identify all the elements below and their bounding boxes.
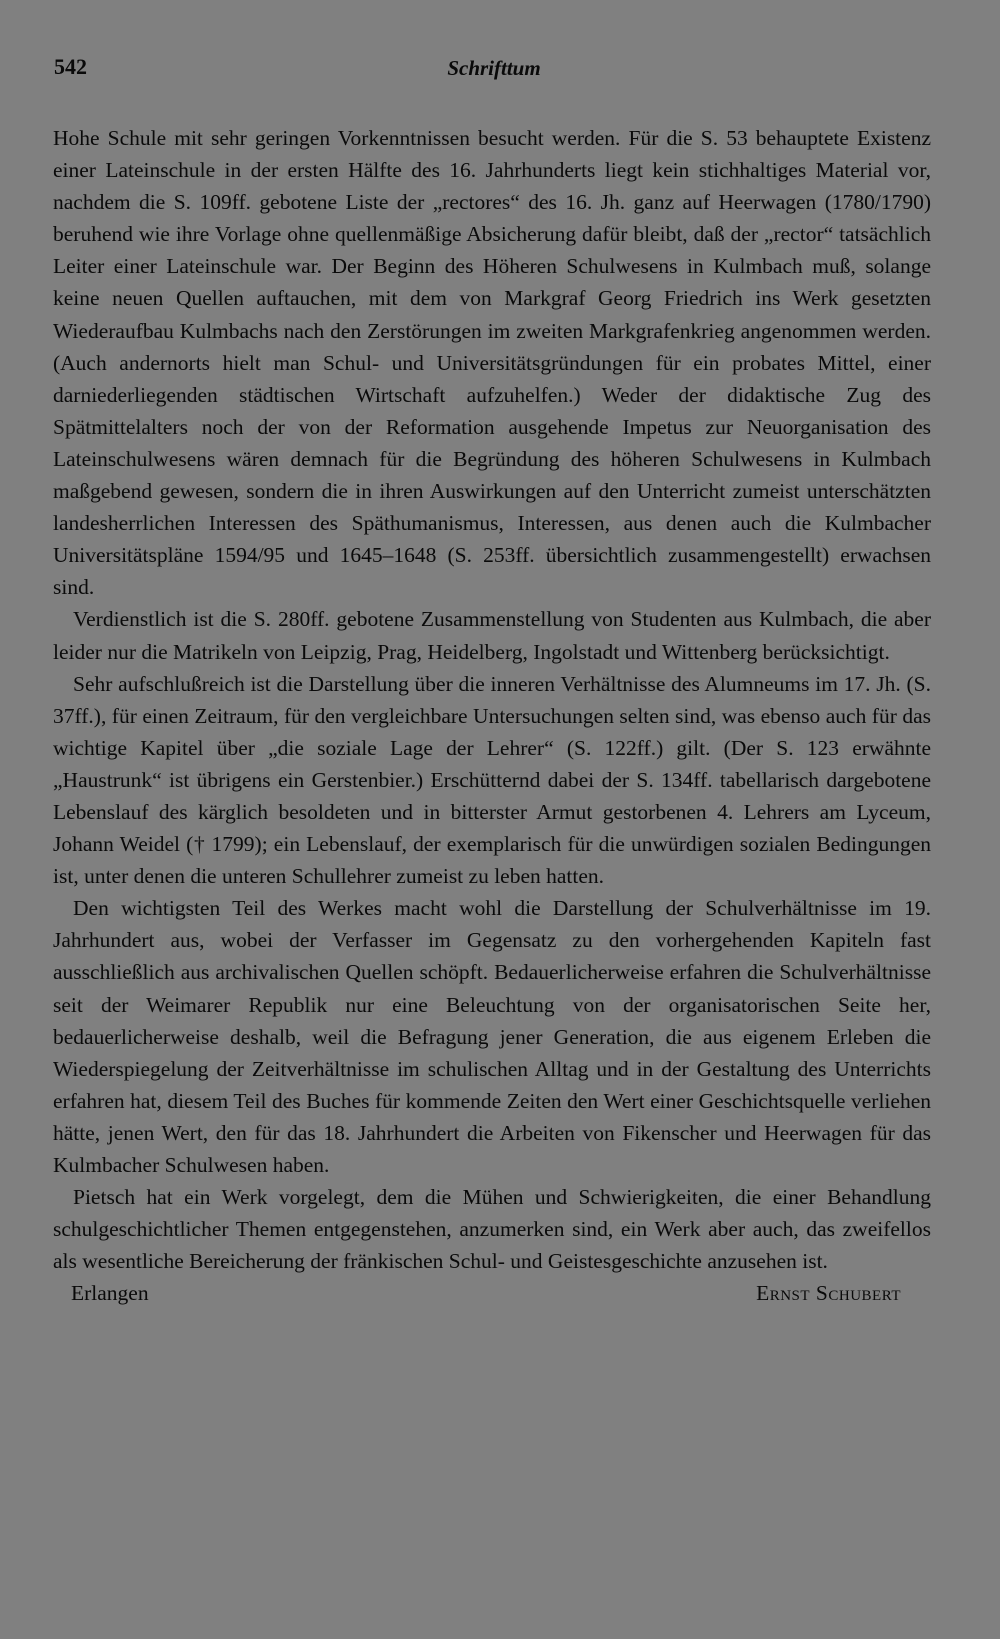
paragraph: Sehr aufschlußreich ist die Darstellung über die inneren Verhältnisse des Alumneums im 17. Jh. (S. 37ff.), für einen Zeitraum, für den vergleichbare Untersuchungen selten sind, was ebenso auch für das wichtige Kapitel über „die soziale Lage der Lehrer“ (S. 122ff.) gilt. (Der S. 123 erwähnte „Haustrunk“ ist übrigens ein Gerstenbier.) Erschütternd dabei der S. 134ff. tabellarisch dargebotene Lebenslauf des kärglich besoldeten und in bitterster Armut gestorbenen 4. Lehrers am Lyceum, Johann Weidel († 1799); ein Lebenslauf, der exemplarisch für die unwürdigen sozialen Bedingungen ist, unter denen die unteren Schullehrer zumeist zu leben hatten.	[53, 671, 931, 889]
page-number: 542	[54, 54, 87, 79]
signature-author: Ernst Schubert	[756, 1281, 901, 1306]
signature-line	[53, 1277, 931, 1309]
article-body	[53, 122, 931, 1309]
paragraph: Den wichtigsten Teil des Werkes macht wohl die Darstellung der Schulverhältnisse im 19. Jahrhundert aus, wobei der Verfasser im Gegensatz zu den vorhergehenden Kapiteln fast ausschließlich aus archivalischen Quellen schöpft. Bedauerlicherweise erfahren die Schulverhältnisse seit der Weimarer Republik nur eine Beleuchtung von der organisatorischen Seite her, bedauerlicherweise deshalb, weil die Befragung jener Generation, die aus eigenem Erleben die Wiederspiegelung der Zeitverhältnisse im schulischen Alltag und in der Gestaltung des Unterrichts erfahren hat, diesem Teil des Buches für kommende Zeiten den Wert einer Geschichtsquelle verliehen hätte, jenen Wert, den für das 18. Jahrhundert die Arbeiten von Fikenscher und Heerwagen für das Kulmbacher Schulwesen haben.	[53, 896, 931, 1177]
page-header	[54, 54, 934, 94]
paragraph: Hohe Schule mit sehr geringen Vorkenntnissen besucht werden. Für die S. 53 behauptete Existenz einer Lateinschule in der ersten Hälfte des 16. Jahrhunderts liegt kein stichhaltiges Material vor, nachdem die S. 109ff. gebotene Liste der „rectores“ des 16. Jh. ganz auf Heerwagen (1780/1790) beruhend wie ihre Vorlage ohne quellenmäßige Absicherung dafür bleibt, daß der „rector“ tatsächlich Leiter einer Lateinschule war. Der Beginn des Höheren Schulwesens in Kulmbach muß, solange keine neuen Quellen auftauchen, mit dem von Markgraf Georg Friedrich ins Werk gesetzten Wiederaufbau Kulmbachs nach den Zerstörungen im zweiten Markgrafenkrieg angenommen werden. (Auch andernorts hielt man Schul- und Universitätsgründungen für ein probates Mittel, einer darniederliegenden städtischen Wirtschaft aufzuhelfen.) Weder der didaktische Zug des Spätmittelalters noch der von der Reformation ausgehende Impetus zur Neuorganisation des Lateinschulwesens wären demnach für die Begründung des höheren Schulwesens in Kulmbach maßgebend gewesen, sondern die in ihren Auswirkungen auf den Unterricht zumeist unterschätzten landesherrlichen Interessen des Späthumanismus, Interessen, aus denen auch die Kulmbacher Universitätspläne 1594/95 und 1645–1648 (S. 253ff. übersichtlich zusammengestellt) erwachsen sind.	[53, 126, 931, 600]
paragraph: Pietsch hat ein Werk vorgelegt, dem die Mühen und Schwierigkeiten, die einer Behandlung schulgeschichtlicher Themen entgegenstehen, anzumerken sind, ein Werk aber auch, das zweifellos als wesentliche Bereicherung der fränkischen Schul- und Geistesgeschichte anzusehen ist.	[53, 1185, 931, 1274]
signature-place: Erlangen	[71, 1281, 149, 1306]
running-title: Schrifttum	[447, 56, 541, 80]
paragraph: Verdienstlich ist die S. 280ff. gebotene Zusammenstellung von Studenten aus Kulmbach, die aber leider nur die Matrikeln von Leipzig, Prag, Heidelberg, Ingolstadt und Wittenberg berücksichtigt.	[53, 607, 931, 664]
